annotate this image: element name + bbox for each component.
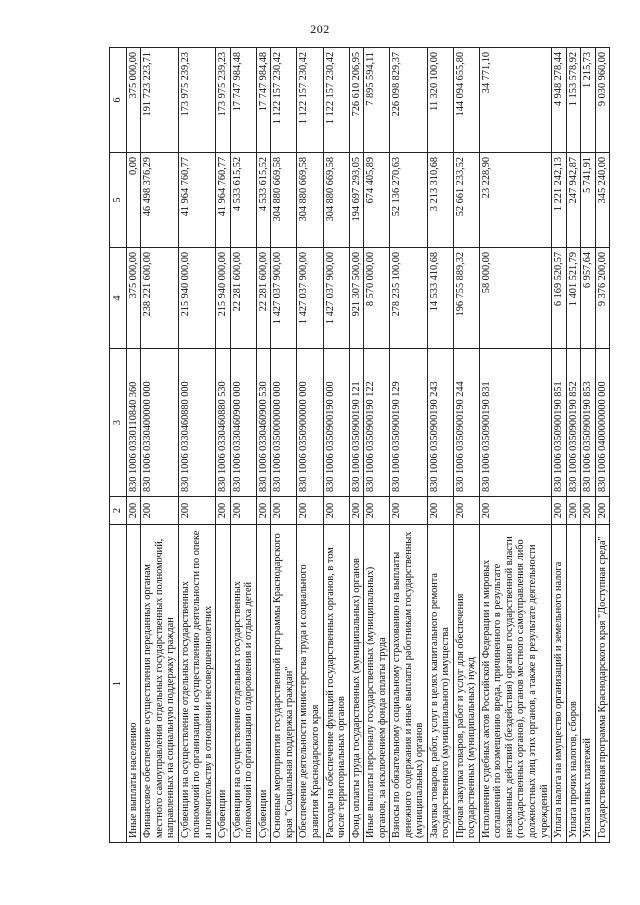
table-row [141,48,179,843]
approved-amount-cell: 9 376 200,00 [595,248,610,349]
row-name-cell: Уплата прочих налогов, сборов [566,525,581,843]
line-code-cell: 200 [364,497,390,525]
table-row [178,48,216,843]
budget-code-cell: 830 1006 0330460880 000 [178,349,216,497]
row-name-cell: Уплата налога на имущество организаций и земельного налога [552,525,567,843]
remaining-amount-cell: 1 122 157 230,42 [323,48,349,153]
line-code-cell: 200 [216,497,231,525]
line-code-cell: 200 [566,497,581,525]
column-header: 6 [110,48,127,153]
column-header: 4 [110,248,127,349]
table-row [126,48,141,843]
row-name-cell: Субвенции [216,525,231,843]
executed-amount-cell: 52 136 270,63 [390,153,428,248]
approved-amount-cell: 375 000,00 [126,248,141,349]
line-code-cell: 200 [323,497,349,525]
table-row [552,48,567,843]
rotated-table-frame [109,48,637,843]
table-row [390,48,428,843]
remaining-amount-cell: 1 215,73 [581,48,596,153]
remaining-amount-cell: 7 895 594,11 [364,48,390,153]
approved-amount-cell: 6 169 520,57 [552,248,567,349]
table-row [297,48,323,843]
budget-code-cell: 830 1006 0330460900 000 [230,349,256,497]
budget-code-cell: 830 1006 0330460900 530 [256,349,271,497]
approved-amount-cell: 22 281 600,00 [230,248,256,349]
budget-code-cell: 830 1006 0350000000 000 [271,349,297,497]
remaining-amount-cell: 226 098 829,37 [390,48,428,153]
line-code-cell: 200 [552,497,567,525]
header-row [110,48,127,843]
table-row [479,48,551,843]
executed-amount-cell: 304 880 669,58 [323,153,349,248]
table-row [581,48,596,843]
line-code-cell: 200 [126,497,141,525]
approved-amount-cell: 8 570 000,00 [364,248,390,349]
executed-amount-cell: 194 697 293,05 [349,153,364,248]
budget-code-cell: 830 1006 0350900190 831 [479,349,551,497]
line-code-cell: 200 [390,497,428,525]
budget-execution-table [109,47,610,843]
approved-amount-cell: 1 427 037 900,00 [323,248,349,349]
row-name-cell: Закупка товаров, работ, услуг в целях капитального ремонта государственного (муниципального) имущества [427,525,453,843]
budget-code-cell: 830 1006 0400000000 000 [595,349,610,497]
table-row [323,48,349,843]
executed-amount-cell: 345 240,00 [595,153,610,248]
approved-amount-cell: 1 427 037 900,00 [297,248,323,349]
remaining-amount-cell: 17 747 984,48 [230,48,256,153]
column-header: 1 [110,525,127,843]
column-header: 3 [110,349,127,497]
budget-code-cell: 830 1006 0350900190 243 [427,349,453,497]
row-name-cell: Исполнение судебных актов Российской Федерации и мировых соглашений по возмещению вреда, причиненного в результате незаконных действий (бездействия) органов государственной власти (государственных органов), органов местного самоуправления либо должностных лиц этих органов, а также в результате деятельности учреждений [479,525,551,843]
row-name-cell: Субвенции [256,525,271,843]
executed-amount-cell: 52 661 233,52 [453,153,479,248]
table-row [349,48,364,843]
executed-amount-cell: 41 964 760,77 [216,153,231,248]
approved-amount-cell: 921 307 500,00 [349,248,364,349]
remaining-amount-cell: 11 320 100,00 [427,48,453,153]
remaining-amount-cell: 144 094 655,80 [453,48,479,153]
budget-code-cell: 830 1006 0350900190 121 [349,349,364,497]
column-header: 2 [110,497,127,525]
remaining-amount-cell: 375 000,00 [126,48,141,153]
line-code-cell: 200 [297,497,323,525]
remaining-amount-cell: 726 610 206,95 [349,48,364,153]
executed-amount-cell: 304 880 669,58 [271,153,297,248]
table-row [364,48,390,843]
budget-code-cell: 830 1006 0330460880 530 [216,349,231,497]
row-name-cell: Субвенции на осуществление отдельных государственных полномочий по организации оздоровления и отдыха детей [230,525,256,843]
budget-code-cell: 830 1006 0350900190 851 [552,349,567,497]
row-name-cell: Взносы по обязательному социальному страхованию на выплаты денежного содержания и иные выплаты работникам государственных (муниципальных) органов [390,525,428,843]
budget-code-cell: 830 1006 0330400000 000 [141,349,179,497]
executed-amount-cell: 247 942,87 [566,153,581,248]
rotated-table-region [109,48,637,843]
budget-code-cell: 830 1006 0350900190 244 [453,349,479,497]
executed-amount-cell: 5 741,91 [581,153,596,248]
table-row [453,48,479,843]
row-name-cell: Расходы на обеспечение функций государственных органов, в том числе территориальных органов [323,525,349,843]
row-name-cell: Иные выплаты персоналу государственных (муниципальных) органов, за исключением фонда оплаты труда [364,525,390,843]
remaining-amount-cell: 173 975 239,23 [178,48,216,153]
row-name-cell: Основные мероприятия государственной программы Краснодарского края "Социальная поддержка граждан" [271,525,297,843]
executed-amount-cell: 3 213 310,68 [427,153,453,248]
approved-amount-cell: 215 940 000,00 [216,248,231,349]
executed-amount-cell: 4 533 615,52 [256,153,271,248]
remaining-amount-cell: 34 771,10 [479,48,551,153]
line-code-cell: 200 [230,497,256,525]
budget-code-cell: 830 1006 0350900190 000 [323,349,349,497]
row-name-cell: Финансовое обеспечение осуществления переданных органам местного самоуправления отдельных государственных полномочий, направленных на социальную поддержку граждан [141,525,179,843]
row-name-cell: Уплата иных платежей [581,525,596,843]
remaining-amount-cell: 9 030 960,00 [595,48,610,153]
remaining-amount-cell: 1 122 157 230,42 [271,48,297,153]
row-name-cell: Государственная программа Краснодарского края "Доступная среда" [595,525,610,843]
approved-amount-cell: 22 281 600,00 [256,248,271,349]
budget-code-cell: 830 1006 0350900000 000 [297,349,323,497]
row-name-cell: Прочая закупка товаров, работ и услуг для обеспечения государственных (муниципальных) нужд [453,525,479,843]
table-row [427,48,453,843]
approved-amount-cell: 1 427 037 900,00 [271,248,297,349]
row-name-cell: Фонд оплаты труда государственных (муниципальных) органов [349,525,364,843]
table-row [256,48,271,843]
approved-amount-cell: 238 221 600,00 [141,248,179,349]
budget-code-cell: 830 1006 0330110840 360 [126,349,141,497]
table-row [271,48,297,843]
column-header: 5 [110,153,127,248]
line-code-cell: 200 [479,497,551,525]
line-code-cell: 200 [453,497,479,525]
executed-amount-cell: 23 228,90 [479,153,551,248]
approved-amount-cell: 58 000,00 [479,248,551,349]
approved-amount-cell: 215 940 000,00 [178,248,216,349]
approved-amount-cell: 1 401 521,79 [566,248,581,349]
remaining-amount-cell: 4 948 278,44 [552,48,567,153]
remaining-amount-cell: 17 747 984,48 [256,48,271,153]
row-name-cell: Обеспечение деятельности министерства труда и социального развития Краснодарского края [297,525,323,843]
remaining-amount-cell: 1 153 578,92 [566,48,581,153]
table-row [230,48,256,843]
line-code-cell: 200 [256,497,271,525]
line-code-cell: 200 [427,497,453,525]
budget-code-cell: 830 1006 0350900190 122 [364,349,390,497]
budget-code-cell: 830 1006 0350900190 853 [581,349,596,497]
line-code-cell: 200 [349,497,364,525]
executed-amount-cell: 4 533 615,52 [230,153,256,248]
row-name-cell: Субвенции на осуществление отдельных государственных полномочий по организации и осуществлению деятельности по опеке и попечительству в отношении несовершеннолетних [178,525,216,843]
remaining-amount-cell: 173 975 239,23 [216,48,231,153]
executed-amount-cell: 46 498 376,29 [141,153,179,248]
approved-amount-cell: 6 957,64 [581,248,596,349]
line-code-cell: 200 [581,497,596,525]
remaining-amount-cell: 191 723 223,71 [141,48,179,153]
executed-amount-cell: 674 405,89 [364,153,390,248]
approved-amount-cell: 14 533 410,68 [427,248,453,349]
executed-amount-cell: 1 221 242,13 [552,153,567,248]
line-code-cell: 200 [595,497,610,525]
page-number: 202 [310,22,330,36]
executed-amount-cell: 41 964 760,77 [178,153,216,248]
table-row [566,48,581,843]
approved-amount-cell: 278 235 100,00 [390,248,428,349]
approved-amount-cell: 196 755 889,32 [453,248,479,349]
remaining-amount-cell: 1 122 157 230,42 [297,48,323,153]
executed-amount-cell: 0,00 [126,153,141,248]
line-code-cell: 200 [141,497,179,525]
budget-code-cell: 830 1006 0350900190 129 [390,349,428,497]
line-code-cell: 200 [178,497,216,525]
table-row [595,48,610,843]
line-code-cell: 200 [271,497,297,525]
budget-code-cell: 830 1006 0350900190 852 [566,349,581,497]
table-row [216,48,231,843]
row-name-cell: Иные выплаты населению [126,525,141,843]
executed-amount-cell: 304 880 669,58 [297,153,323,248]
